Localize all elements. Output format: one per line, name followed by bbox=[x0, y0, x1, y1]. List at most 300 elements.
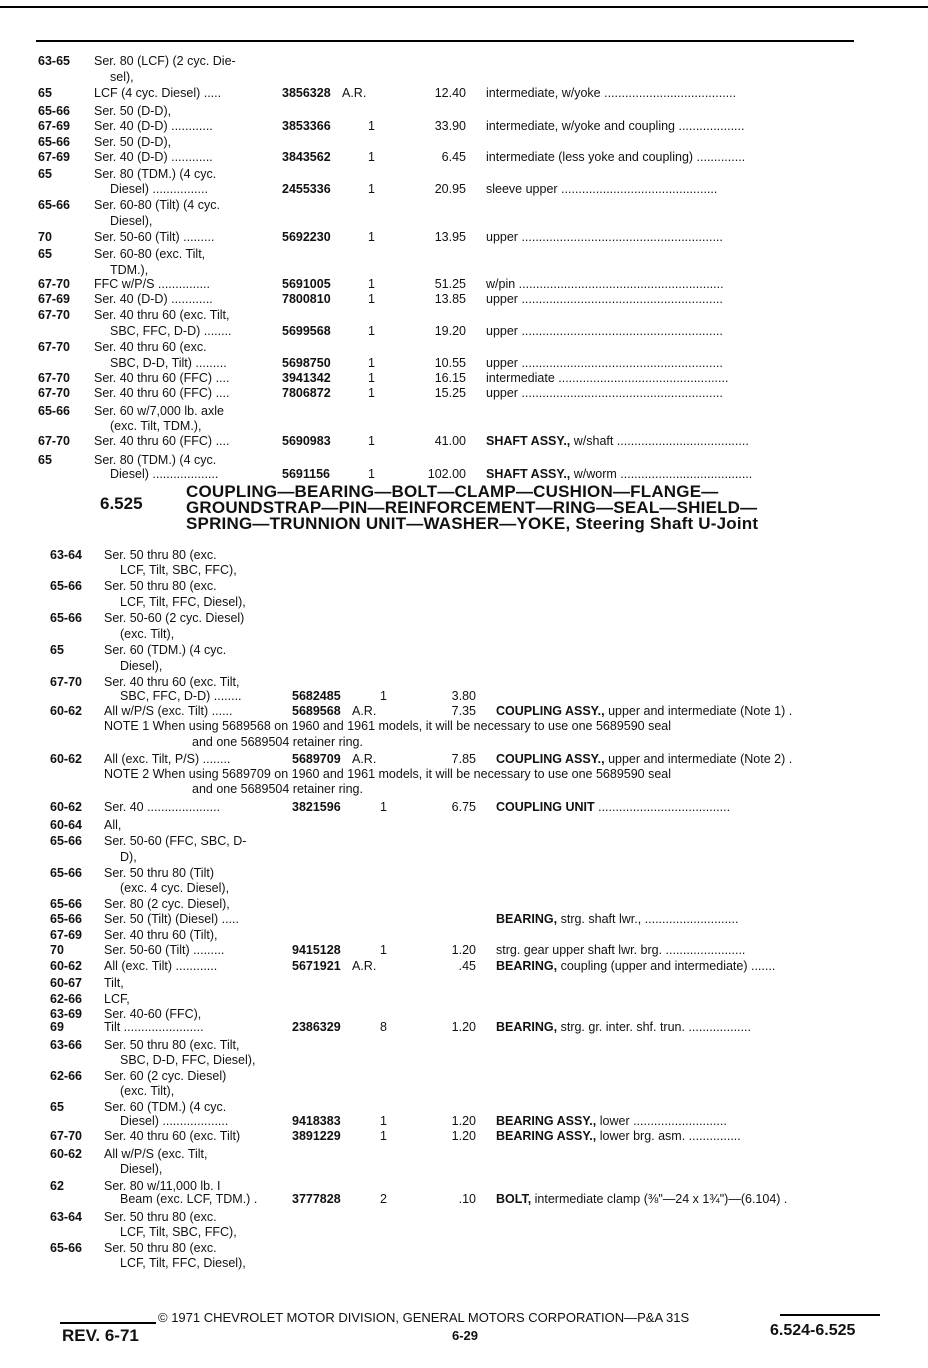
part-number: 3891229 bbox=[292, 1129, 341, 1143]
application: Ser. 40 thru 60 (FFC) .... bbox=[94, 434, 230, 448]
application: Ser. 80 w/11,000 lb. I bbox=[104, 1179, 221, 1193]
application: Ser. 50-60 (FFC, SBC, D- bbox=[104, 834, 247, 848]
parts-row bbox=[0, 1209, 928, 1225]
model-year: 60-67 bbox=[50, 976, 82, 990]
description bbox=[486, 276, 866, 292]
footnote: and one 5689504 retainer ring. bbox=[192, 735, 363, 749]
application: LCF, bbox=[104, 992, 130, 1006]
model-year: 63-65 bbox=[38, 54, 70, 68]
model-year: 65-66 bbox=[50, 912, 82, 926]
description-text: intermediate, w/yoke and coupling ................... bbox=[486, 119, 745, 133]
model-year: 65-66 bbox=[50, 579, 82, 593]
description-text: w/shaft ...................................... bbox=[573, 434, 749, 448]
application: Ser. 40 thru 60 (FFC) .... bbox=[94, 386, 230, 400]
part-number: 5671921 bbox=[292, 959, 341, 973]
application: Ser. 50-60 (Tilt) ......... bbox=[104, 943, 225, 957]
model-year: 65 bbox=[38, 453, 52, 467]
copyright-text: © 1971 CHEVROLET MOTOR DIVISION, GENERAL MOTORS CORPORATION—P&A 31S bbox=[158, 1310, 690, 1325]
application: LCF, Tilt, FFC, Diesel), bbox=[120, 595, 246, 609]
section-title-line: COUPLING—BEARING—BOLT—CLAMP—CUSHION—FLANGE— bbox=[186, 482, 719, 501]
application: Ser. 40-60 (FFC), bbox=[104, 1007, 202, 1021]
application: Tilt ....................... bbox=[104, 1020, 204, 1034]
description-text: upper and intermediate (Note 2) . bbox=[608, 752, 793, 766]
part-number: 9415128 bbox=[292, 943, 341, 957]
parts-row bbox=[0, 339, 928, 355]
description-text: strg. shaft lwr., ........................... bbox=[560, 912, 739, 926]
application: Beam (exc. LCF, TDM.) . bbox=[120, 1192, 258, 1206]
parts-row bbox=[0, 1113, 928, 1129]
footnote: and one 5689504 retainer ring. bbox=[192, 782, 363, 796]
description bbox=[486, 229, 866, 245]
part-number: 5689709 bbox=[292, 752, 341, 766]
description-text: sleeve upper ............................................. bbox=[486, 182, 718, 196]
parts-row bbox=[0, 433, 928, 449]
section-title-line: GROUNDSTRAP—PIN—REINFORCEMENT—RING—SEAL—SHIELD— bbox=[186, 498, 758, 517]
application: LCF (4 cyc. Diesel) ..... bbox=[94, 86, 222, 100]
parts-row bbox=[0, 1083, 928, 1099]
parts-row bbox=[0, 1068, 928, 1084]
part-number: 3777828 bbox=[292, 1192, 341, 1206]
section-title bbox=[186, 484, 826, 532]
model-year: 60-62 bbox=[50, 959, 82, 973]
parts-row bbox=[0, 1128, 928, 1144]
part-name: COUPLING UNIT bbox=[496, 800, 599, 814]
parts-row bbox=[0, 307, 928, 323]
application: Ser. 50 thru 80 (exc. Tilt, bbox=[104, 1038, 240, 1052]
revision-label: REV. 6-71 bbox=[62, 1326, 139, 1345]
parts-row bbox=[0, 1019, 928, 1035]
part-number: 5691156 bbox=[282, 467, 330, 481]
footer-rule-left bbox=[60, 1322, 156, 1324]
application: Ser. 60 (TDM.) (4 cyc. bbox=[104, 643, 227, 657]
parts-row bbox=[0, 880, 928, 896]
parts-row bbox=[0, 927, 928, 943]
description bbox=[486, 355, 866, 371]
part-name: SHAFT ASSY., bbox=[486, 467, 574, 481]
model-year: 65 bbox=[50, 643, 64, 657]
description-text: lower ........................... bbox=[599, 1114, 727, 1128]
parts-row bbox=[0, 134, 928, 150]
section-range: 6.524-6.525 bbox=[770, 1322, 856, 1339]
parts-row bbox=[0, 578, 928, 594]
quantity: A.R. bbox=[352, 704, 377, 718]
parts-row bbox=[0, 370, 928, 386]
application: Ser. 40 thru 60 (exc. bbox=[94, 340, 207, 354]
model-year: 65-66 bbox=[50, 1241, 82, 1255]
price: 6.75 bbox=[451, 800, 476, 814]
parts-row bbox=[0, 118, 928, 134]
application: Ser. 40 ..................... bbox=[104, 800, 221, 814]
quantity: 8 bbox=[380, 1020, 387, 1034]
description-text: intermediate (less yoke and coupling) .............. bbox=[486, 150, 746, 164]
price: 3.80 bbox=[451, 689, 476, 703]
footnote: NOTE 2 When using 5689709 on 1960 and 1961 models, it will be necessary to use one 5689590 seal bbox=[104, 767, 672, 781]
model-year: 65-66 bbox=[38, 104, 70, 118]
parts-row bbox=[0, 1224, 928, 1240]
parts-row bbox=[0, 817, 928, 833]
application: Ser. 80 (2 cyc. Diesel), bbox=[104, 897, 230, 911]
description bbox=[486, 291, 866, 307]
parts-row bbox=[0, 53, 928, 69]
part-number: 3856328 bbox=[282, 86, 331, 100]
model-year: 65-66 bbox=[50, 834, 82, 848]
parts-row bbox=[0, 562, 928, 578]
parts-row bbox=[0, 1191, 928, 1207]
quantity: 1 bbox=[368, 277, 375, 291]
part-number: 2455336 bbox=[282, 182, 331, 196]
part-number: 5699568 bbox=[282, 324, 331, 338]
parts-row bbox=[0, 1255, 928, 1271]
application: Tilt, bbox=[104, 976, 124, 990]
application: Ser. 80 (LCF) (2 cyc. Die- bbox=[94, 54, 236, 68]
parts-row bbox=[0, 466, 928, 482]
description-text: w/worm ...................................... bbox=[573, 467, 753, 481]
model-year: 65 bbox=[38, 86, 52, 100]
application: Ser. 60 (TDM.) (4 cyc. bbox=[104, 1100, 227, 1114]
price: 6.45 bbox=[441, 150, 466, 164]
parts-row bbox=[0, 166, 928, 182]
quantity: 1 bbox=[368, 371, 375, 385]
application: FFC w/P/S ............... bbox=[94, 277, 210, 291]
model-year: 67-70 bbox=[38, 308, 70, 322]
application: SBC, FFC, D-D) ........ bbox=[120, 689, 242, 703]
price: 13.85 bbox=[434, 292, 466, 306]
parts-row bbox=[0, 594, 928, 610]
description-text: upper .......................................................... bbox=[486, 292, 723, 306]
price: 10.55 bbox=[434, 356, 466, 370]
part-name: BEARING, bbox=[496, 959, 561, 973]
description-text: intermediate ................................................. bbox=[486, 371, 729, 385]
quantity: 2 bbox=[380, 1192, 387, 1206]
quantity: 1 bbox=[368, 150, 375, 164]
description bbox=[496, 1191, 886, 1207]
application: SBC, FFC, D-D) ........ bbox=[110, 324, 232, 338]
application: Ser. 50 thru 80 (Tilt) bbox=[104, 866, 214, 880]
footnote: NOTE 1 When using 5689568 on 1960 and 1961 models, it will be necessary to use one 5689590 seal bbox=[104, 719, 672, 733]
parts-row bbox=[0, 688, 928, 704]
application: Diesel) ................... bbox=[120, 1114, 229, 1128]
part-number: 5691005 bbox=[282, 277, 331, 291]
application: Diesel) ................ bbox=[110, 182, 208, 196]
model-year: 63-64 bbox=[50, 548, 82, 562]
quantity: 1 bbox=[368, 182, 375, 196]
quantity: 1 bbox=[368, 230, 375, 244]
description bbox=[486, 118, 866, 134]
model-year: 67-70 bbox=[50, 1129, 82, 1143]
parts-row bbox=[0, 149, 928, 165]
parts-row bbox=[0, 103, 928, 119]
quantity: 1 bbox=[380, 1114, 387, 1128]
application: Ser. 50 thru 80 (exc. bbox=[104, 1210, 217, 1224]
parts-row bbox=[0, 229, 928, 245]
quantity: 1 bbox=[368, 467, 375, 481]
price: 12.40 bbox=[434, 86, 466, 100]
price: 33.90 bbox=[434, 119, 466, 133]
part-number: 3821596 bbox=[292, 800, 341, 814]
model-year: 70 bbox=[50, 943, 64, 957]
model-year: 67-69 bbox=[50, 928, 82, 942]
application: Ser. 50 (D-D), bbox=[94, 135, 172, 149]
description bbox=[496, 751, 886, 767]
model-year: 65 bbox=[38, 167, 52, 181]
application: All, bbox=[104, 818, 122, 832]
description-text: upper .......................................................... bbox=[486, 324, 723, 338]
price: 1.20 bbox=[451, 1114, 476, 1128]
part-number: 3941342 bbox=[282, 371, 331, 385]
part-number: 3853366 bbox=[282, 119, 331, 133]
parts-row bbox=[0, 942, 928, 958]
model-year: 65-66 bbox=[50, 897, 82, 911]
application: All w/P/S (exc. Tilt, bbox=[104, 1147, 208, 1161]
application: All w/P/S (exc. Tilt) ...... bbox=[104, 704, 233, 718]
description-text: intermediate clamp (⅜"—24 x 1¾")—(6.104) . bbox=[534, 1192, 788, 1206]
application: SBC, D-D, FFC, Diesel), bbox=[120, 1053, 256, 1067]
parts-row bbox=[0, 751, 928, 767]
application: Ser. 40 (D-D) ............ bbox=[94, 150, 213, 164]
application: sel), bbox=[110, 70, 134, 84]
description bbox=[496, 799, 886, 815]
application: Diesel), bbox=[120, 659, 163, 673]
description bbox=[486, 385, 866, 401]
model-year: 60-62 bbox=[50, 1147, 82, 1161]
parts-row bbox=[0, 323, 928, 339]
parts-row bbox=[0, 418, 928, 434]
description bbox=[496, 942, 886, 958]
price: 1.20 bbox=[451, 1020, 476, 1034]
model-year: 67-70 bbox=[38, 340, 70, 354]
application: Ser. 40 thru 60 (Tilt), bbox=[104, 928, 218, 942]
parts-row bbox=[0, 849, 928, 865]
price: 20.95 bbox=[434, 182, 466, 196]
parts-row bbox=[0, 799, 928, 815]
part-name: COUPLING ASSY., bbox=[496, 752, 609, 766]
model-year: 62-66 bbox=[50, 1069, 82, 1083]
model-year: 67-69 bbox=[38, 292, 70, 306]
footer-rule-right bbox=[780, 1314, 880, 1316]
parts-row bbox=[0, 610, 928, 626]
quantity: 1 bbox=[380, 1129, 387, 1143]
model-year: 65 bbox=[38, 247, 52, 261]
application: Ser. 50 thru 80 (exc. bbox=[104, 548, 217, 562]
model-year: 63-64 bbox=[50, 1210, 82, 1224]
model-year: 62 bbox=[50, 1179, 64, 1193]
price: 7.85 bbox=[451, 752, 476, 766]
quantity: 1 bbox=[368, 324, 375, 338]
application: Ser. 60-80 (Tilt) (4 cyc. bbox=[94, 198, 220, 212]
section-title-line: SPRING—TRUNNION UNIT—WASHER—YOKE, Steering Shaft U-Joint bbox=[186, 514, 759, 533]
application: (exc. Tilt), bbox=[120, 1084, 175, 1098]
part-name: BEARING, bbox=[496, 1020, 561, 1034]
application: Ser. 40 thru 60 (exc. Tilt, bbox=[104, 675, 240, 689]
application: (exc. Tilt), bbox=[120, 627, 175, 641]
application: Ser. 50 (D-D), bbox=[94, 104, 172, 118]
application: Diesel), bbox=[110, 214, 153, 228]
description-text: upper .......................................................... bbox=[486, 356, 723, 370]
price: 19.20 bbox=[434, 324, 466, 338]
parts-row bbox=[0, 85, 928, 101]
parts-row bbox=[0, 547, 928, 563]
parts-row bbox=[0, 1240, 928, 1256]
part-number: 9418383 bbox=[292, 1114, 341, 1128]
application: Ser. 60-80 (exc. Tilt, bbox=[94, 247, 206, 261]
parts-row bbox=[0, 69, 928, 85]
price: .45 bbox=[458, 959, 476, 973]
model-year: 67-70 bbox=[38, 277, 70, 291]
quantity: 1 bbox=[368, 386, 375, 400]
application: LCF, Tilt, SBC, FFC), bbox=[120, 563, 237, 577]
parts-row bbox=[0, 385, 928, 401]
application: Ser. 80 (TDM.) (4 cyc. bbox=[94, 167, 217, 181]
quantity: A.R. bbox=[352, 959, 377, 973]
parts-row bbox=[0, 197, 928, 213]
price: 16.15 bbox=[434, 371, 466, 385]
description bbox=[496, 958, 886, 974]
parts-row bbox=[0, 1052, 928, 1068]
parts-row bbox=[0, 896, 928, 912]
description bbox=[496, 703, 886, 719]
application: (exc. Tilt, TDM.), bbox=[110, 419, 202, 433]
description bbox=[486, 149, 866, 165]
part-name: BEARING ASSY., bbox=[496, 1114, 600, 1128]
application: Ser. 40 thru 60 (FFC) .... bbox=[94, 371, 230, 385]
model-year: 65-66 bbox=[50, 866, 82, 880]
parts-row bbox=[0, 658, 928, 674]
parts-row bbox=[0, 1161, 928, 1177]
description-text: coupling (upper and intermediate) ....... bbox=[560, 959, 776, 973]
part-number: 7806872 bbox=[282, 386, 331, 400]
description bbox=[496, 1128, 886, 1144]
application: Ser. 60 w/7,000 lb. axle bbox=[94, 404, 224, 418]
application: Ser. 40 (D-D) ............ bbox=[94, 119, 213, 133]
model-year: 67-70 bbox=[38, 434, 70, 448]
part-name: BEARING, bbox=[496, 912, 561, 926]
model-year: 60-64 bbox=[50, 818, 82, 832]
quantity: A.R. bbox=[352, 752, 377, 766]
price: 1.20 bbox=[451, 943, 476, 957]
parts-row bbox=[0, 975, 928, 991]
application: Ser. 50 (Tilt) (Diesel) ..... bbox=[104, 912, 239, 926]
parts-row bbox=[0, 291, 928, 307]
description-text: strg. gr. inter. shf. trun. .................. bbox=[560, 1020, 751, 1034]
application: SBC, D-D, Tilt) ......... bbox=[110, 356, 227, 370]
description bbox=[486, 85, 866, 101]
model-year: 67-70 bbox=[50, 675, 82, 689]
application: All (exc. Tilt) ............ bbox=[104, 959, 218, 973]
application: Ser. 50 thru 80 (exc. bbox=[104, 1241, 217, 1255]
description bbox=[496, 911, 886, 927]
application: TDM.), bbox=[110, 263, 149, 277]
parts-row bbox=[0, 355, 928, 371]
part-number: 5692230 bbox=[282, 230, 331, 244]
quantity: 1 bbox=[368, 434, 375, 448]
model-year: 63-69 bbox=[50, 1007, 82, 1021]
parts-row bbox=[0, 642, 928, 658]
parts-row bbox=[0, 1037, 928, 1053]
parts-row bbox=[0, 626, 928, 642]
price: 1.20 bbox=[451, 1129, 476, 1143]
description-text: ...................................... bbox=[598, 800, 731, 814]
part-name: SHAFT ASSY., bbox=[486, 434, 574, 448]
part-number: 2386329 bbox=[292, 1020, 341, 1034]
application: D), bbox=[120, 850, 137, 864]
part-name: COUPLING ASSY., bbox=[496, 704, 609, 718]
description bbox=[496, 1019, 886, 1035]
description bbox=[486, 370, 866, 386]
parts-row bbox=[0, 865, 928, 881]
part-number: 5690983 bbox=[282, 434, 331, 448]
application: Diesel), bbox=[120, 1162, 163, 1176]
part-number: 7800810 bbox=[282, 292, 331, 306]
model-year: 69 bbox=[50, 1020, 64, 1034]
application: Ser. 40 thru 60 (exc. Tilt) bbox=[104, 1129, 241, 1143]
application: Diesel) ................... bbox=[110, 467, 219, 481]
application: Ser. 40 (D-D) ............ bbox=[94, 292, 213, 306]
price: .10 bbox=[458, 1192, 476, 1206]
model-year: 65-66 bbox=[38, 198, 70, 212]
price: 7.35 bbox=[451, 704, 476, 718]
model-year: 65-66 bbox=[38, 135, 70, 149]
quantity: 1 bbox=[380, 689, 387, 703]
description-text: intermediate, w/yoke ...................................... bbox=[486, 86, 737, 100]
description bbox=[486, 323, 866, 339]
part-name: BEARING ASSY., bbox=[496, 1129, 600, 1143]
model-year: 60-62 bbox=[50, 800, 82, 814]
application: LCF, Tilt, FFC, Diesel), bbox=[120, 1256, 246, 1270]
parts-row bbox=[0, 246, 928, 262]
description-text: upper .......................................................... bbox=[486, 386, 723, 400]
description bbox=[486, 181, 866, 197]
part-number: 5682485 bbox=[292, 689, 341, 703]
model-year: 62-66 bbox=[50, 992, 82, 1006]
model-year: 65 bbox=[50, 1100, 64, 1114]
description-text: upper and intermediate (Note 1) . bbox=[608, 704, 793, 718]
parts-row bbox=[0, 276, 928, 292]
description-text: strg. gear upper shaft lwr. brg. ....................... bbox=[496, 943, 746, 957]
application: Ser. 50-60 (2 cyc. Diesel) bbox=[104, 611, 245, 625]
quantity: A.R. bbox=[342, 86, 367, 100]
description bbox=[496, 1113, 886, 1129]
parts-row bbox=[0, 833, 928, 849]
quantity: 1 bbox=[380, 943, 387, 957]
parts-row bbox=[0, 181, 928, 197]
parts-row bbox=[0, 403, 928, 419]
parts-row bbox=[0, 958, 928, 974]
model-year: 67-69 bbox=[38, 119, 70, 133]
page-number: 6-29 bbox=[452, 1328, 479, 1343]
parts-row bbox=[0, 991, 928, 1007]
model-year: 70 bbox=[38, 230, 52, 244]
parts-row bbox=[0, 911, 928, 927]
parts-row bbox=[0, 1146, 928, 1162]
description-text: lower brg. asm. ............... bbox=[599, 1129, 741, 1143]
part-number: 3843562 bbox=[282, 150, 331, 164]
description-text: upper .......................................................... bbox=[486, 230, 723, 244]
price: 41.00 bbox=[434, 434, 466, 448]
application: Ser. 40 thru 60 (exc. Tilt, bbox=[94, 308, 230, 322]
parts-row bbox=[0, 703, 928, 719]
application: Ser. 50-60 (Tilt) ......... bbox=[94, 230, 215, 244]
parts-row bbox=[0, 213, 928, 229]
description-text: w/pin ........................................................... bbox=[486, 277, 724, 291]
application: All (exc. Tilt, P/S) ........ bbox=[104, 752, 231, 766]
model-year: 63-66 bbox=[50, 1038, 82, 1052]
quantity: 1 bbox=[368, 119, 375, 133]
application: Ser. 80 (TDM.) (4 cyc. bbox=[94, 453, 217, 467]
description bbox=[486, 433, 866, 449]
quantity: 1 bbox=[380, 800, 387, 814]
application: (exc. 4 cyc. Diesel), bbox=[120, 881, 230, 895]
model-year: 60-62 bbox=[50, 704, 82, 718]
